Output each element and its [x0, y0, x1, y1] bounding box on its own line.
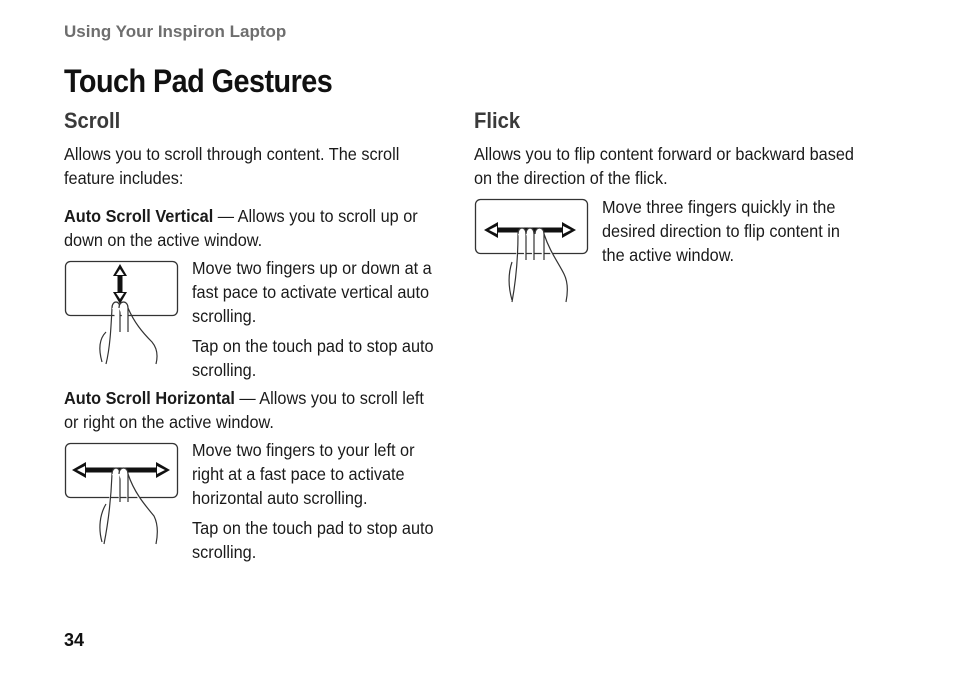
horizontal-scroll-touchpad-illustration	[62, 440, 184, 550]
running-header: Using Your Inspiron Laptop	[64, 22, 287, 41]
auto-scroll-horizontal-term: Auto Scroll Horizontal	[64, 388, 235, 408]
auto-scroll-vertical-term: Auto Scroll Vertical	[64, 206, 214, 226]
vertical-stop-instruction: Tap on the touch pad to stop auto scrolling.	[192, 336, 434, 380]
horizontal-instruction: Move two fingers to your left or right at a fast pace to activate horizontal auto scrolling.	[192, 440, 415, 508]
auto-scroll-horizontal-paragraph	[64, 386, 441, 434]
auto-scroll-vertical-paragraph	[64, 204, 441, 252]
flick-heading: Flick	[474, 108, 521, 133]
auto-scroll-horizontal-definition: — Allows you to scroll left or right on the active window.	[64, 388, 424, 432]
flick-instruction: Move three fingers quickly in the desired direction to flip content in the active window.	[602, 197, 840, 265]
vertical-instruction: Move two fingers up or down at a fast pace to activate vertical auto scrolling.	[192, 258, 432, 326]
scroll-heading: Scroll	[64, 108, 121, 133]
page-number: 34	[64, 630, 85, 650]
vertical-scroll-touchpad-illustration	[62, 258, 184, 368]
flick-intro: Allows you to flip content forward or backward based on the direction of the flick.	[474, 144, 854, 188]
flick-touchpad-illustration	[472, 196, 594, 306]
page-title: Touch Pad Gestures	[64, 63, 333, 99]
auto-scroll-vertical-definition: — Allows you to scroll up or down on the active window.	[64, 206, 418, 250]
scroll-intro: Allows you to scroll through content. The scroll feature includes:	[64, 144, 400, 188]
horizontal-stop-instruction: Tap on the touch pad to stop auto scrolling.	[192, 518, 434, 562]
